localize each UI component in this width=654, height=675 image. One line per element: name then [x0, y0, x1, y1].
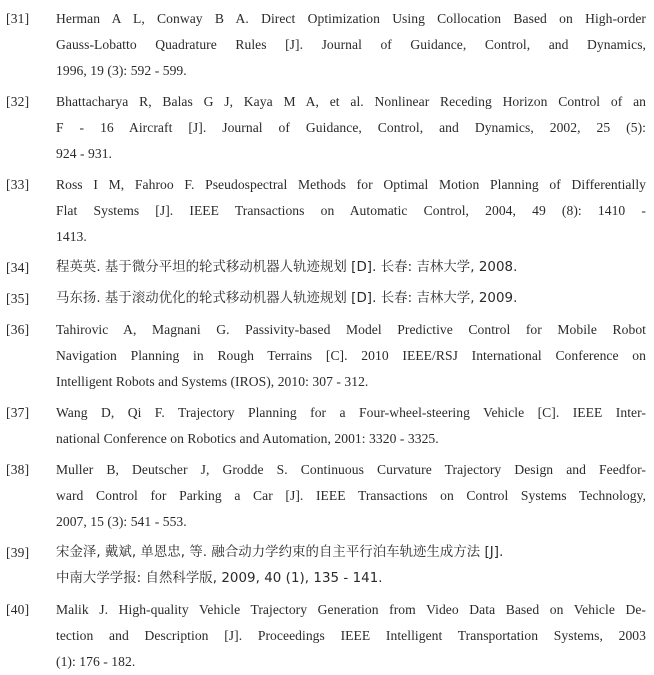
reference-text	[56, 255, 646, 281]
reference-line: Gauss-Lobatto Quadrature Rules [J]. Journal of Guidance, Control, and Dynamics,	[56, 37, 646, 52]
reference-text	[56, 89, 646, 167]
reference-text	[56, 172, 646, 250]
reference-number: [31]	[6, 11, 30, 26]
reference-line: 程英英. 基于微分平坦的轮式移动机器人轨迹规划 [D]. 长春: 吉林大学, 2008.	[56, 260, 518, 275]
reference-36	[6, 317, 646, 395]
reference-number: [36]	[6, 322, 30, 337]
reference-number: [38]	[6, 462, 30, 477]
reference-text	[56, 6, 646, 84]
reference-text	[56, 457, 646, 535]
reference-text	[56, 400, 646, 452]
reference-line: 1413.	[56, 229, 87, 244]
reference-line: tection and Description [J]. Proceedings IEEE Intelligent Transportation Systems, 2003	[56, 628, 646, 643]
reference-33	[6, 172, 646, 250]
reference-34	[6, 255, 646, 281]
reference-line: Navigation Planning in Rough Terrains [C]. 2010 IEEE/RSJ International Conference on	[56, 348, 646, 363]
reference-number: [39]	[6, 545, 30, 560]
reference-31	[6, 6, 646, 84]
reference-number: [32]	[6, 94, 30, 109]
reference-number: [35]	[6, 291, 30, 306]
reference-39	[6, 540, 646, 592]
reference-38	[6, 457, 646, 535]
reference-number: [33]	[6, 177, 30, 192]
reference-text	[56, 540, 646, 592]
reference-number: [40]	[6, 602, 30, 617]
reference-32	[6, 89, 646, 167]
reference-line: 1996, 19 (3): 592 - 599.	[56, 63, 187, 78]
reference-line: 924 - 931.	[56, 146, 113, 161]
reference-line: Herman A L, Conway B A. Direct Optimization Using Collocation Based on High-order	[56, 11, 646, 26]
reference-line: 中南大学学报: 自然科学版, 2009, 40 (1), 135 - 141.	[56, 571, 383, 586]
reference-line: Ross I M, Fahroo F. Pseudospectral Methods for Optimal Motion Planning of Differentially	[56, 177, 646, 192]
reference-37	[6, 400, 646, 452]
reference-line: ward Control for Parking a Car [J]. IEEE Transactions on Control Systems Technology,	[56, 488, 646, 503]
reference-number: [37]	[6, 405, 30, 420]
reference-line: Bhattacharya R, Balas G J, Kaya M A, et al. Nonlinear Receding Horizon Control of an	[56, 94, 646, 109]
reference-line: Tahirovic A, Magnani G. Passivity-based Model Predictive Control for Mobile Robot	[56, 322, 646, 337]
reference-line: Intelligent Robots and Systems (IROS), 2010: 307 - 312.	[56, 374, 369, 389]
reference-number: [34]	[6, 260, 30, 275]
reference-40	[6, 597, 646, 675]
reference-line: F - 16 Aircraft [J]. Journal of Guidance, Control, and Dynamics, 2002, 25 (5):	[56, 120, 646, 135]
reference-text	[56, 286, 646, 312]
reference-line: Wang D, Qi F. Trajectory Planning for a Four-wheel-steering Vehicle [C]. IEEE Inter-	[56, 405, 646, 420]
reference-line: (1): 176 - 182.	[56, 654, 136, 669]
reference-line: Flat Systems [J]. IEEE Transactions on Automatic Control, 2004, 49 (8): 1410 -	[56, 203, 646, 218]
reference-line: 马东扬. 基于滚动优化的轮式移动机器人轨迹规划 [D]. 长春: 吉林大学, 2009.	[56, 291, 518, 306]
reference-line: 宋金泽, 戴斌, 单恩忠, 等. 融合动力学约束的自主平行泊车轨迹生成方法 [J].	[56, 545, 504, 560]
reference-35	[6, 286, 646, 312]
reference-line: Muller B, Deutscher J, Grodde S. Continuous Curvature Trajectory Design and Feedfor-	[56, 462, 646, 477]
reference-line: national Conference on Robotics and Automation, 2001: 3320 - 3325.	[56, 431, 439, 446]
reference-text	[56, 317, 646, 395]
reference-line: Malik J. High-quality Vehicle Trajectory Generation from Video Data Based on Vehicle De-	[56, 602, 646, 617]
reference-line: 2007, 15 (3): 541 - 553.	[56, 514, 187, 529]
reference-text	[56, 597, 646, 675]
